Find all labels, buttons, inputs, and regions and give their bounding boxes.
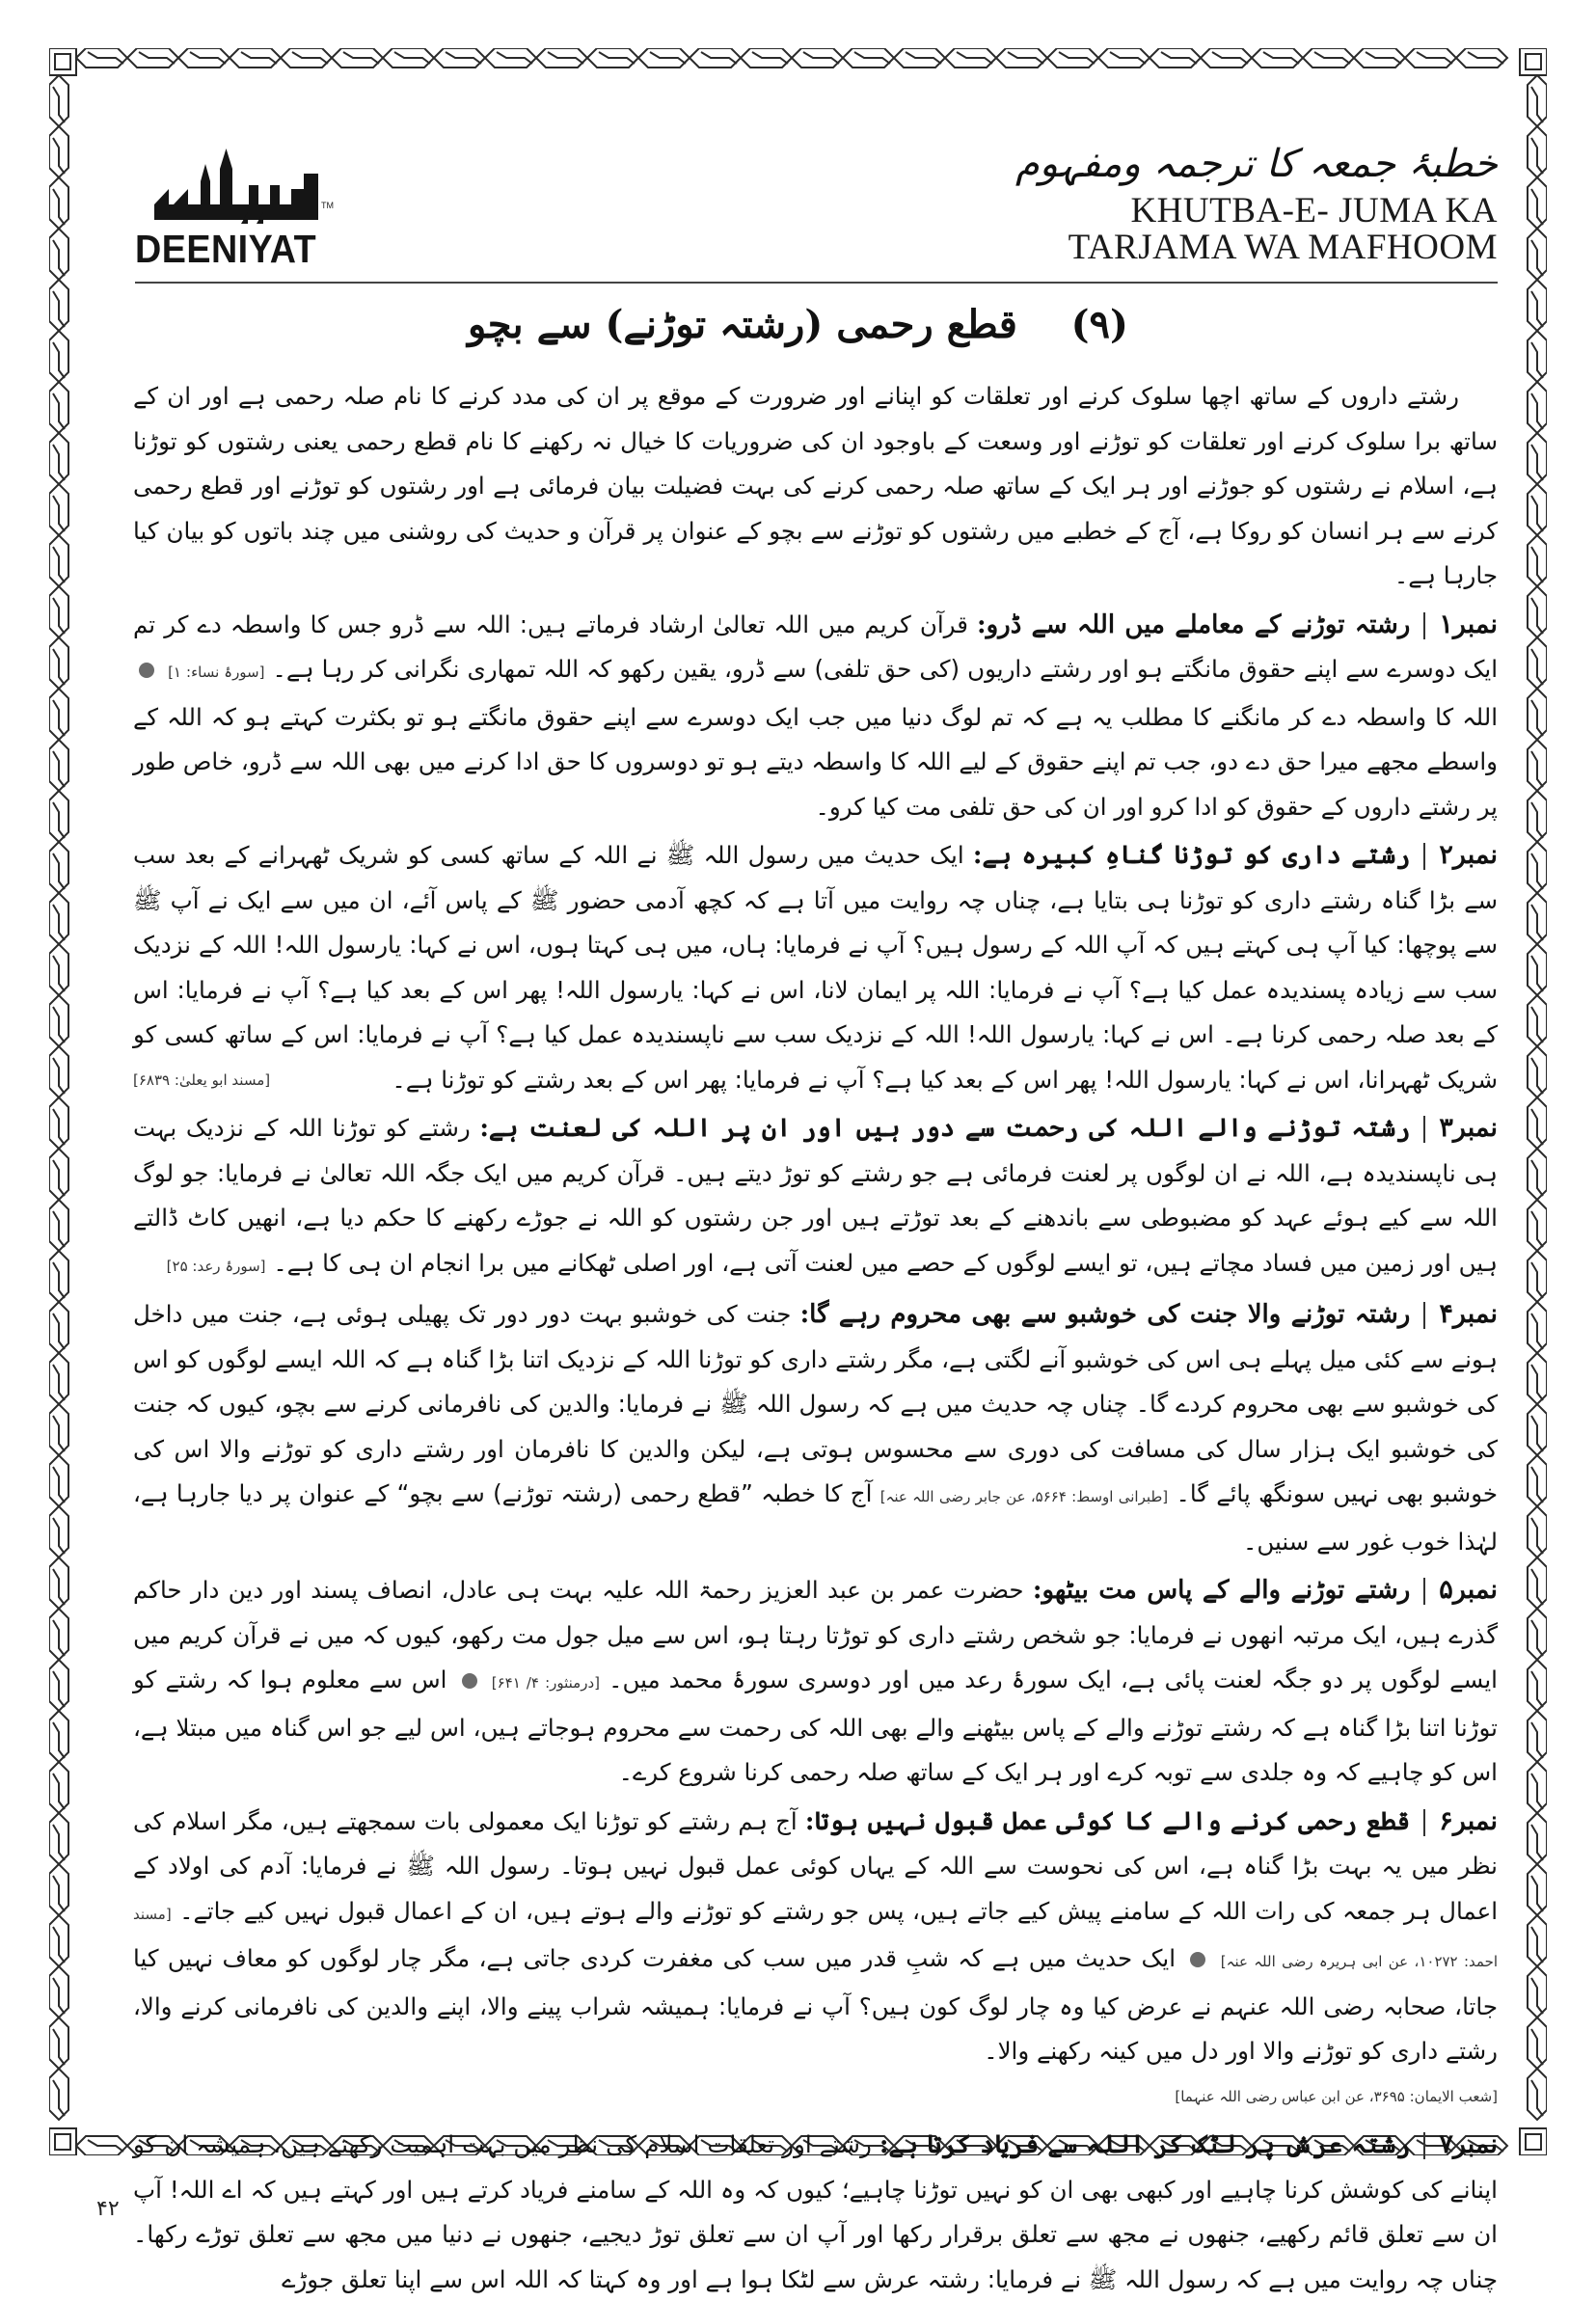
point-heading: رشتہ عرش پر لٹک کر اللہ سے فریاد کرتا ہے: bbox=[879, 2130, 1411, 2159]
series-title-en-line2: TARJAMA WA MAFHOOM bbox=[1068, 228, 1498, 267]
point-5 bbox=[133, 1568, 1498, 1796]
point-2 bbox=[133, 833, 1498, 1102]
lesson-number: (۹) bbox=[1070, 302, 1128, 347]
logo-mosque-icon bbox=[135, 145, 328, 227]
point-number: نمبر۱ bbox=[1439, 609, 1498, 639]
point-number: نمبر۲ bbox=[1439, 840, 1498, 870]
reference: [مسند احمد: ۱۰۲۷۲، عن ابی ہریرہ رضی اللہ عنہ] bbox=[133, 1905, 1499, 1970]
point-text: جنت کی خوشبو بہت دور دور تک پھیلی ہوئی ہے، جنت میں داخل ہونے سے کئی میل پہلے ہی اس کی خوشبو آنے لگتی ہے، مگر رشتے داری کو توڑنا اللہ کے نزدیک اتنا بڑا گناہ ہے کہ اللہ ایسے لوگوں کو اس کی خوشبو سے بھی محروم کردے گا۔ چناں چہ حدیث میں ہے کہ رسول اللہ ﷺ نے فرمایا: والدین کی نافرمانی کرنے سے بچو، کیوں کہ جنت کی خوشبو ایک ہزار سال کی مسافت کی دوری سے محسوس ہوتی ہے، لیکن والدین کا نافرمان اور رشتے داری کو توڑنے والا اس کی خوشبو بھی نہیں سونگھ پائے گا۔ bbox=[133, 1300, 1499, 1507]
separator-bar bbox=[1423, 1809, 1425, 1836]
point-heading: رشتہ توڑنے کے معاملے میں اللہ سے ڈرو: bbox=[977, 609, 1411, 639]
bullet-icon bbox=[462, 1673, 477, 1689]
point-6 bbox=[133, 1800, 1498, 2120]
bullet-icon bbox=[139, 663, 154, 678]
point-heading: رشتہ توڑنے والا جنت کی خوشبو سے بھی محروم رہے گا: bbox=[799, 1300, 1411, 1329]
reference: [سورۂ نساء: ۱] bbox=[168, 664, 265, 681]
series-title bbox=[1015, 135, 1498, 266]
point-number: نمبر۴ bbox=[1439, 1299, 1498, 1329]
lesson-title-text: قطع رحمی (رشتہ توڑنے) سے بچو bbox=[468, 302, 1017, 347]
reference: [درمنثور: ۴/ ۶۴۱] bbox=[491, 1674, 600, 1692]
lesson-title bbox=[0, 291, 1596, 359]
page-number: ۴۲ bbox=[96, 2197, 120, 2221]
reference-secondary: [شعب الایمان: ۳۶۹۵، عن ابن عباس رضی اللہ عنہما] bbox=[1175, 2087, 1498, 2105]
point-text: آج ہم رشتے کو توڑنا ایک معمولی بات سمجھتے ہیں، مگر اسلام کی نظر میں یہ بہت بڑا گناہ ہے، اس کی نحوست سے اللہ کے یہاں کوئی عمل قبول نہیں ہوتا۔ رسول اللہ ﷺ نے فرمایا: آدم کی اولاد کے اعمال ہر جمعہ کی رات اللہ کے سامنے پیش کیے جاتے ہیں، پس جو رشتے کو توڑنے والے ہوتے ہیں، ان کے اعمال قبول نہیں کیے جاتے۔ bbox=[133, 1806, 1499, 1925]
point-3 bbox=[133, 1106, 1498, 1288]
point-text: رشتے کو توڑنا اللہ کے نزدیک بہت ہی ناپسندیدہ ہے، اللہ نے ان لوگوں پر لعنت فرمائی ہے جو رشتے کو توڑ دیتے ہیں۔ قرآن کریم میں ایک جگہ اللہ تعالیٰ نے فرمایا: جو لوگ اللہ سے کیے ہوئے عہد کو مضبوطی سے باندھنے کے بعد توڑتے ہیں اور جن رشتوں کو اللہ نے جوڑے رکھنے کا حکم دیا ہے، انھیں کاٹ ڈالتے ہیں اور زمین میں فساد مچاتے ہیں، تو ایسے لوگوں کے حصے میں لعنت آتی ہے، اور اصلی ٹھکانے میں برا انجام ان ہی کا ہے۔ bbox=[133, 1114, 1498, 1277]
reference: [طبرانی اوسط: ۵۶۶۴، عن جابر رضی اللہ عنہ] bbox=[879, 1488, 1169, 1505]
point-number: نمبر۷ bbox=[1439, 2129, 1498, 2159]
separator-bar bbox=[1423, 1116, 1425, 1143]
trademark-symbol: TM bbox=[321, 201, 334, 210]
separator-bar bbox=[1423, 1578, 1425, 1605]
logo-wordmark: DEENIYAT bbox=[135, 227, 317, 271]
separator-bar bbox=[1423, 612, 1425, 639]
point-text: رشتے اور تعلقات اسلام کی نظر میں بہت اہمیت رکھتے ہیں، ہمیشہ ان کو اپنانے کی کوشش کرنا چاہیے اور کبھی بھی ان کو نہیں توڑنا چاہیے؛ کیوں کہ وہ اللہ کے سامنے فریاد کرتے ہیں اور کہتے ہیں کہ اے اللہ! آپ ان سے تعلق قائم رکھیے، جنھوں نے مجھ سے تعلق برقرار رکھا اور آپ ان سے تعلق توڑ دیجیے، جنھوں نے دنیا میں مجھ سے تعلق توڑے رکھا۔ چناں چہ روایت میں ہے کہ رسول اللہ ﷺ نے فرمایا: رشتہ عرش سے لٹکا ہوا ہے اور وہ کہتا کہ اللہ اس سے اپنا تعلق جوڑے bbox=[133, 2130, 1498, 2293]
point-text-continued: اس سے معلوم ہوا کہ رشتے کو توڑنا اتنا بڑا گناہ ہے کہ رشتے توڑنے والے کے پاس بیٹھنے والے بھی اللہ کی رحمت سے محروم ہوجاتے ہیں، اس لیے جو اس گناہ میں مبتلا ہے، اس کو چاہیے کہ وہ جلدی سے توبہ کرے اور ہر ایک کے ساتھ صلہ رحمی کرنا شروع کرے۔ bbox=[133, 1666, 1498, 1786]
bullet-icon bbox=[1190, 1952, 1205, 1967]
point-number: نمبر۵ bbox=[1439, 1575, 1498, 1605]
intro-paragraph: رشتے داروں کے ساتھ اچھا سلوک کرنے اور تعلقات کو اپنانے اور ضرورت کے موقع پر ان کی مدد کرنے کا نام صلہ رحمی ہے اور ان کے ساتھ برا سلوک کرنے اور تعلقات کو توڑنے اور وسعت کے باوجود ان کی ضروریات کا خیال نہ رکھنے کا نام قطع رحمی یعنی رشتوں کو توڑنا ہے، اسلام نے رشتوں کو جوڑنے اور ہر ایک کے ساتھ صلہ رحمی کرنے کی بہت فضیلت بیان فرمائی ہے اور رشتوں کو توڑنے اور قطع رحمی کرنے سے ہر انسان کو روکا ہے، آج کے خطبے میں رشتوں کو توڑنے سے بچو کے عنوان پر قرآن و حدیث کی روشنی میں چند باتوں کو بیان کیا جارہا ہے۔ bbox=[133, 382, 1498, 589]
series-title-urdu: خطبۂ جمعہ کا ترجمہ ومفہوم bbox=[1014, 142, 1498, 186]
separator-bar bbox=[1423, 1302, 1425, 1329]
point-text: ایک حدیث میں رسول اللہ ﷺ نے اللہ کے ساتھ کسی کو شریک ٹھہرانے کے بعد سب سے بڑا گناہ رشتے داری کو توڑنا ہی بتایا ہے، چناں چہ روایت میں آتا ہے کہ کچھ آدمی حضور ﷺ کے پاس آئے، ان میں سے ایک نے آپ ﷺ سے پوچھا: کیا آپ ہی کہتے ہیں کہ آپ اللہ کے رسول ہیں؟ آپ نے فرمایا: ہاں، میں ہی کہتا ہوں، اس نے کہا: یارسول اللہ! اللہ کے نزدیک سب سے زیادہ پسندیدہ عمل کیا ہے؟ آپ نے فرمایا: اللہ پر ایمان لانا، اس نے کہا: یارسول اللہ! پھر اس کے بعد کیا ہے؟ آپ نے فرمایا: اس کے بعد صلہ رحمی کرنا ہے۔ اس نے کہا: یارسول اللہ! اللہ کے نزدیک سب سے ناپسندیدہ عمل کیا ہے؟ آپ نے فرمایا: اس کے ساتھ کسی کو شریک ٹھہرانا، اس نے کہا: یارسول اللہ! پھر اس کے بعد کیا ہے؟ آپ نے فرمایا: پھر اس کے بعد رشتے کو توڑنا ہے۔ bbox=[133, 841, 1498, 1094]
series-title-en-line1: KHUTBA-E- JUMA KA bbox=[1130, 191, 1498, 230]
point-number: نمبر۳ bbox=[1439, 1113, 1498, 1143]
header-divider bbox=[135, 282, 1498, 284]
khutba-body bbox=[133, 374, 1498, 2302]
reference: [مسند ابو یعلیٰ: ۶۸۳۹] bbox=[133, 1070, 271, 1089]
separator-bar bbox=[1423, 2132, 1425, 2159]
point-7 bbox=[133, 2123, 1498, 2302]
separator-bar bbox=[1423, 843, 1425, 870]
point-text-continued: ایک حدیث میں ہے کہ شبِ قدر میں سب کی مغفرت کردی جاتی ہے، مگر چار لوگوں کو معاف نہیں کیا جاتا، صحابہ رضی اللہ عنہم نے عرض کیا وہ چار لوگ کون ہیں؟ آپ نے فرمایا: ہمیشہ شراب پینے والا، اپنے والدین کی نافرمانی کرنے والا، رشتے داری کو توڑنے والا اور دل میں کینہ رکھنے والا۔ bbox=[133, 1944, 1498, 2065]
point-text: قرآن کریم میں اللہ تعالیٰ ارشاد فرماتے ہیں: اللہ سے ڈرو جس کا واسطہ دے کر تم ایک دوسرے سے اپنے حقوق مانگتے ہو اور رشتے داریوں (کی حق تلفی) سے ڈرو، یقین رکھو کہ اللہ تمھاری نگرانی کر رہا ہے۔ bbox=[133, 609, 1499, 683]
point-1 bbox=[133, 603, 1498, 830]
point-text-continued: آج کا خطبہ ”قطع رحمی (رشتہ توڑنے) سے بچو“ کے عنوان پر دیا جارہا ہے، لہٰذا خوب غور سے سنیں۔ bbox=[133, 1479, 1498, 1556]
point-heading: قطع رحمی کرنے والے کا کوئی عمل قبول نہیں ہوتا: bbox=[804, 1806, 1411, 1836]
point-text-continued: اللہ کا واسطہ دے کر مانگنے کا مطلب یہ ہے کہ تم لوگ دنیا میں جب ایک دوسرے سے اپنے حقوق مانگتے ہو تو بکثرت کہتے ہو کہ اللہ کے واسطے مجھے میرا حق دے دو، جب تم اپنے حقوق کے لیے اللہ کا واسطہ دیتے ہو تو دوسروں کا حق ادا کرنے میں بھی اللہ سے ڈرو، خاص طور پر رشتے داروں کے حقوق کو ادا کرو اور ان کی حق تلفی مت کیا کرو۔ bbox=[133, 702, 1498, 821]
point-4 bbox=[133, 1292, 1498, 1564]
point-number: نمبر۶ bbox=[1439, 1805, 1498, 1836]
reference: [سورۂ رعد: ۲۵] bbox=[166, 1257, 266, 1275]
point-heading: رشتہ توڑنے والے اللہ کی رحمت سے دور ہیں اور ان پر اللہ کی لعنت ہے: bbox=[479, 1114, 1411, 1143]
point-heading: رشتے توڑنے والے کے پاس مت بیٹھو: bbox=[1032, 1576, 1411, 1605]
point-heading: رشتے داری کو توڑنا گناہِ کبیرہ ہے: bbox=[972, 841, 1411, 870]
deeniyat-logo bbox=[135, 145, 386, 280]
point-text: حضرت عمر بن عبد العزیز رحمۃ اللہ علیہ بہت ہی عادل، انصاف پسند اور دین دار حاکم گذرے ہیں، ایک مرتبہ انھوں نے فرمایا: جو شخص رشتے داری کو توڑتا رہتا ہو، اس سے میل جول مت رکھو، کیوں کہ میں نے قرآن کریم میں ایسے لوگوں پر دو جگہ لعنت پائی ہے، ایک سورۂ رعد میں اور دوسری سورۂ محمد میں۔ bbox=[133, 1576, 1498, 1693]
